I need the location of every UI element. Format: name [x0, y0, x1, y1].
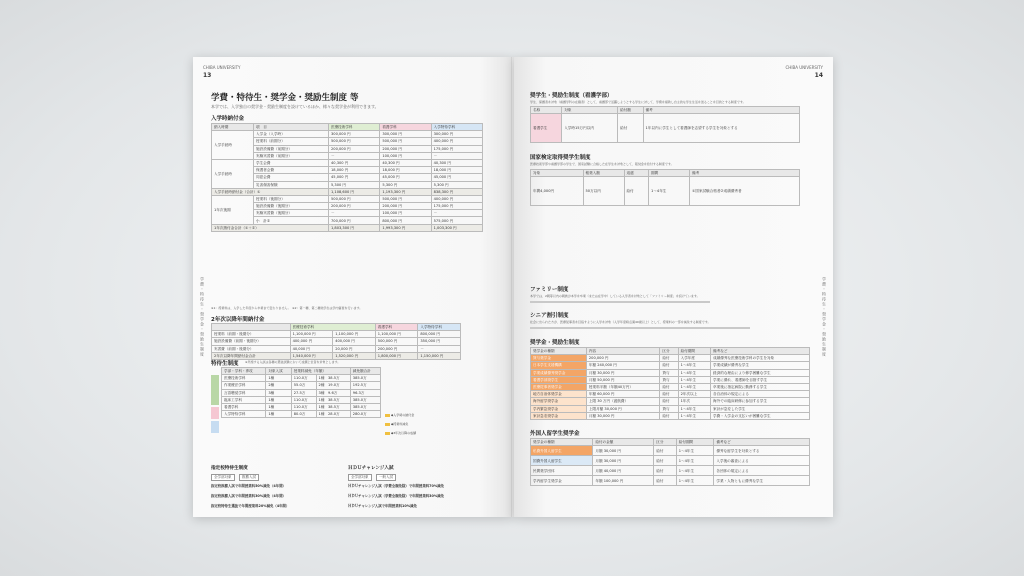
left-intro: 本学では、入学独自の奨学金・奨励生制度を設けているほか、様々な奨学金が利用できます。 [211, 104, 379, 109]
fee-col-3: 看護学科 [380, 124, 431, 131]
scholar-group-medical [211, 375, 219, 405]
table-row: 学内緊急奨学金 上限月額 30,000 円 貸与 1～4年生 家計が急変した学生 [531, 405, 810, 412]
challenge-title: ＨＤＵチャレンジ入試 [348, 466, 394, 471]
table-row: 民間奨学団体 月額 40,000 円 給付 1～4年生 各団体の規定による [531, 466, 810, 476]
scholar-note: ※実施する入試は各種の選抜試験において成績上位者を対象とします。 [245, 360, 341, 364]
table-row: 学業成績優秀奨学金 月額 30,000 円 貸与 1～4年生 経済的な理由により修学困難な学生 [531, 369, 810, 376]
table-row: 2年次以降年間納付金合計 1,540,000 円 1,520,000 円 1,800,000 円 1,150,000 円 [212, 352, 461, 359]
table-row: 家計急変奨学金 月額 30,000 円 給付 1～4年生 学費・入学金の支払いが困難な学生 [531, 412, 810, 419]
sec3-title: ファミリー制度 [530, 287, 569, 293]
left-side-label: 学費・特待生・奨学金・奨励生制度 [200, 277, 205, 357]
sec3-text: 本学では、2親等以内の親族が本学を卒業（または在学中）している入学者を対象として「ファミリー制度」を設けています。 [530, 294, 700, 298]
table-row: 貸与奨学金 200,000 円 給付 入学年度 成績優秀な医療技術学科の学生を対象 [531, 355, 810, 362]
left-page [193, 57, 512, 517]
sec2-title: 国家検定取得奨学生制度 [530, 155, 591, 161]
scholar-legend-1: ◆入学時の納付金 [385, 413, 414, 417]
challenge-tag-general: 一般入試 [376, 474, 396, 481]
table-row: 1年次後期 授業料（後期分） 500,000 円 500,000 円 400,000 円 [212, 195, 483, 202]
fixed-tag-recommend: 推薦入試 [239, 474, 259, 481]
scholar-group-nursing [211, 407, 219, 419]
scholar-title: 特待生制度 [211, 361, 239, 367]
fee-title: 入学時納付金 [211, 116, 245, 122]
table-row: 入学手続時 入学金（入学時） 300,000 円 300,000 円 300,000 円 [212, 131, 483, 138]
table-row: 看護学部奨学生 月額 50,000 円 貸与 1～4年生 学業に優れ、看護師を目指す学生 [531, 376, 810, 383]
table-row: 同窓会費 45,000 円 45,000 円 45,000 円 [212, 174, 483, 181]
table-row: 施設設備費（後期分） 200,000 円 200,000 円 175,000 円 [212, 203, 483, 210]
table-row: 学内留学生奨学金 年額 100,000 円 給付 1～4年生 学業・人物ともに優秀な学生 [531, 476, 810, 486]
table-row: 災害傷害保険 5,300 円 5,300 円 5,300 円 [212, 181, 483, 188]
fixed-line-2: 指定校推薦入試で年間授業料30%減免（4年間） [211, 494, 286, 498]
table-row: 実習費（前期・後期分） 40,000 円 20,000 円 200,000 円 － [212, 345, 461, 352]
fee-note: ※1：授業料は、入学した年度から卒業まで変わりません。 ※2：第一種、第二種奨学生は学内審査を行います。 [211, 306, 363, 310]
sec5-table: 奨学金の種類 内容 区分 給付期間 備考など 貸与奨学金 200,000 円 給付 入学年度 成績優秀な医療技術学科の学生を対象 日本学生支援機構 年額 240,000 円 給付 1～4年生 学業成績が優秀な学生 学業成績優秀奨学金 月額 30,000 円 貸与 1～4年生 経済的な理由により修学困難な学生 看護学部奨学生 月額 50,000 円 貸与 1～4年生 学業に優れ、看護師を目指す学生 医療従事者奨学金 授業料半額（年額40万円） 給付 1～4年生 卒業後に指定病院に勤務する学生 地方自治体奨学金 年額 60,000 円 給付 2年次以上 各自治体の規定による 海外留学奨学金 上限 30 万円（渡航費） 給付 1年次 海外での臨床研修に参加する学生 学内緊急奨学金 上限月額 30,000 円 貸与 1～4年生 家計が急変した学生 家計急変奨学金 月額 30,000 円 給付 1～4年生 学費・入学金の支払いが困難な学生 [530, 347, 810, 420]
table-row: 作業療法学科 2種 55.0万 2種 19.0万 192.5万 [222, 382, 381, 389]
scholar-legend-3: ◆3年次以降の成績 [385, 431, 416, 435]
fixed-line-1: 指定校推薦入試で年間授業料50%減免（4年間） [211, 484, 286, 488]
table-row: 年間4,000円 50万以内 給付 1～4年生 ①国家試験合格者②成績優秀者 [531, 177, 800, 206]
challenge-tag-all: 全学部対象 [348, 474, 372, 481]
right-side-label: 学費・特待生・奨学金・奨励生制度 [822, 277, 827, 357]
challenge-line-1: ＨＤＵチャレンジ入試（学費全額免除）で年間授業料70%減免 [348, 484, 444, 488]
fee-col-0: 納入時期 [212, 124, 254, 131]
table-row: 看護学科 1種 110.0万 1種 38.5万 385.0万 [222, 403, 381, 410]
fee-table [211, 123, 483, 232]
sec6-title: 外国人留学生奨学金 [530, 431, 580, 437]
table-row: 地方自治体奨学金 年額 60,000 円 給付 2年次以上 各自治体の規定による [531, 391, 810, 398]
table-row: 実験実習費（後期分） － 100,000 円 － [212, 210, 483, 217]
year2-table: 医療技術学科 看護学科 入学特待学科 授業料（前期・後期分） 1,100,000 円 1,100,000 円 1,100,000 円 800,000 円 施設設備費（前期・後期分） 400,000 円 400,000 円 500,000 円 350,000 円 実習費（前期・後期分） 40,000 円 20,000 円 200,000 円 － 2年次以降年間納付金合計 1,540,000 円 1,520,000 円 1,800,000 円 1,150,000 円 [211, 323, 461, 360]
left-header: CHIBA UNIVERSITY [203, 65, 241, 70]
sec5-title: 奨学金・奨励生制度 [530, 340, 580, 346]
table-row: 保護者会費 18,000 円 18,000 円 18,000 円 [212, 167, 483, 174]
fee-grand-total-row: 1年次納付金合計（①＋②） 1,803,300 円 1,993,300 円 1,003,300 円 [212, 224, 483, 231]
table-row: 入学手続時 学生会費 40,300 円 40,300 円 40,300 円 [212, 159, 483, 166]
fee-subtotal-row: 入学手続時納付金（合計）① 1,108,600 円 1,193,300 円 838,300 円 [212, 188, 483, 195]
fixed-title: 指定校特待生制度 [211, 466, 248, 471]
table-row: 実験実習費（前期分） － 100,000 円 － [212, 152, 483, 159]
scholar-legend-2: ◆授業料減免 [385, 422, 408, 426]
sec4-text: 社会に出られた方が、医療従事者を目指すように入学を対象（入学年度時点満40歳以上）として、授業料の一部を減免する制度です。 [530, 320, 711, 324]
table-row: 日本学生支援機構 年額 240,000 円 給付 1～4年生 学業成績が優秀な学生 [531, 362, 810, 369]
table-row: 授業料（前期・後期分） 1,100,000 円 1,100,000 円 1,100,000 円 800,000 円 [212, 331, 461, 338]
scholar-group-special [211, 421, 219, 433]
sec4-title: シニア割引制度 [530, 313, 569, 319]
table-row: 国費外国人留学生 月額 30,000 円 給付 1～4年生 入学後の審査による [531, 456, 810, 466]
sec1-note: 学生、保護者を対象（看護学科の在籍者）として、看護部で活躍しようとする学生に対して、学費を援助し自主的な学生生活を送ることを目的とする制度です。 [530, 100, 746, 104]
table-row: 言語聴覚学科 3種 27.5万 3種 9.6万 96.3万 [222, 389, 381, 396]
fee-col-4: 入学特待学科 [431, 124, 482, 131]
sec6-table: 奨学金の種類 給付の金額 区分 給付期間 備考など 私費外国人留学生 月額 30,000 円 給付 1～4年生 優秀な留学生を対象とする 国費外国人留学生 月額 30,000 円 給付 1～4年生 入学後の審査による 民間奨学団体 月額 40,000 円 給付 1～4年生 各団体の規定による 学内留学生奨学金 年額 100,000 円 給付 1～4年生 学業・人物ともに優秀な学生 [530, 438, 810, 486]
table-row: 私費外国人留学生 月額 30,000 円 給付 1～4年生 優秀な留学生を対象とする [531, 446, 810, 456]
table-row: 看護学生 入学時15万円以内 給付 1年以内に学生として看護師を志望する学生を対象とする [531, 114, 800, 143]
fixed-line-3: 指定校特待生選抜で年間授業料20%減免（4年間） [211, 504, 290, 508]
table-row: 医療従事者奨学金 授業料半額（年額40万円） 給付 1～4年生 卒業後に指定病院に勤務する学生 [531, 383, 810, 390]
table-row: 小 計② 700,000 円 800,000 円 575,000 円 [212, 217, 483, 224]
table-row: 施設設備費（前期・後期分） 400,000 円 400,000 円 500,000 円 350,000 円 [212, 338, 461, 345]
table-row: 医療技術学科 1種 110.0万 1種 38.5万 385.0万 [222, 375, 381, 382]
table-row: 授業料（前期分） 500,000 円 500,000 円 400,000 円 [212, 138, 483, 145]
scholar-table: 学部・学科・専攻 対象入試 授業料減免（年額） 減免額合計 医療技術学科 1種 110.0万 1種 38.5万 385.0万 作業療法学科 2種 55.0万 2種 19.0万 192.5万 言語聴覚学科 3種 27.5万 3種 9.6万 96.3万 臨床工学科 1種 110.0万 1種 38.5万 385.0万 看護学科 1種 110.0万 1種 38.5万 385.0万 入学特待学科 1種 80.0万 1種 28.0万 280.0万 [221, 367, 381, 418]
left-page-title: 学費・特待生・奨学金・奨励生制度 等 [211, 93, 359, 103]
sec2-note: 医療技術学部や看護学部の学生で、国家試験に合格した在学生を対象として、報奨金を給付する制度です。 [530, 162, 674, 166]
right-page-number: 14 [814, 72, 823, 79]
sec3-lines [530, 301, 710, 306]
fixed-tag-all: 全学部対象 [211, 474, 235, 481]
table-row: 海外留学奨学金 上限 30 万円（渡航費） 給付 1年次 海外での臨床研修に参加する学生 [531, 398, 810, 405]
right-page [514, 57, 833, 517]
sec2-table: 対象 報奨入額 返還 期間 備考 年間4,000円 50万以内 給付 1～4年生 ①国家試験合格者②成績優秀者 [530, 169, 800, 206]
table-row: 施設設備費（前期分） 200,000 円 200,000 円 175,000 円 [212, 145, 483, 152]
sec4-lines [530, 327, 750, 332]
right-header: CHIBA UNIVERSITY [785, 65, 823, 70]
open-brochure [193, 57, 833, 517]
table-row: 入学特待学科 1種 80.0万 1種 28.0万 280.0万 [222, 411, 381, 418]
challenge-line-3: ＨＤＵチャレンジ入試で年間授業料10%減免 [348, 504, 417, 508]
sec1-table: 名称 対象 給付額 備考 看護学生 入学時15万円以内 給付 1年以内に学生として看護師を志望する学生を対象とする [530, 106, 800, 143]
fee-col-2: 医療技術学科 [329, 124, 380, 131]
fee-col-1: 項 目 [254, 124, 329, 131]
table-row: 臨床工学科 1種 110.0万 1種 38.5万 385.0万 [222, 396, 381, 403]
sec1-title: 奨学生・奨励生制度（看護学部） [530, 93, 613, 99]
challenge-line-2: ＨＤＵチャレンジ入試（学費全額免除）で年間授業料30%減免 [348, 494, 444, 498]
left-page-number: 13 [203, 72, 212, 79]
year2-title: 2年次以降年間納付金 [211, 317, 265, 323]
